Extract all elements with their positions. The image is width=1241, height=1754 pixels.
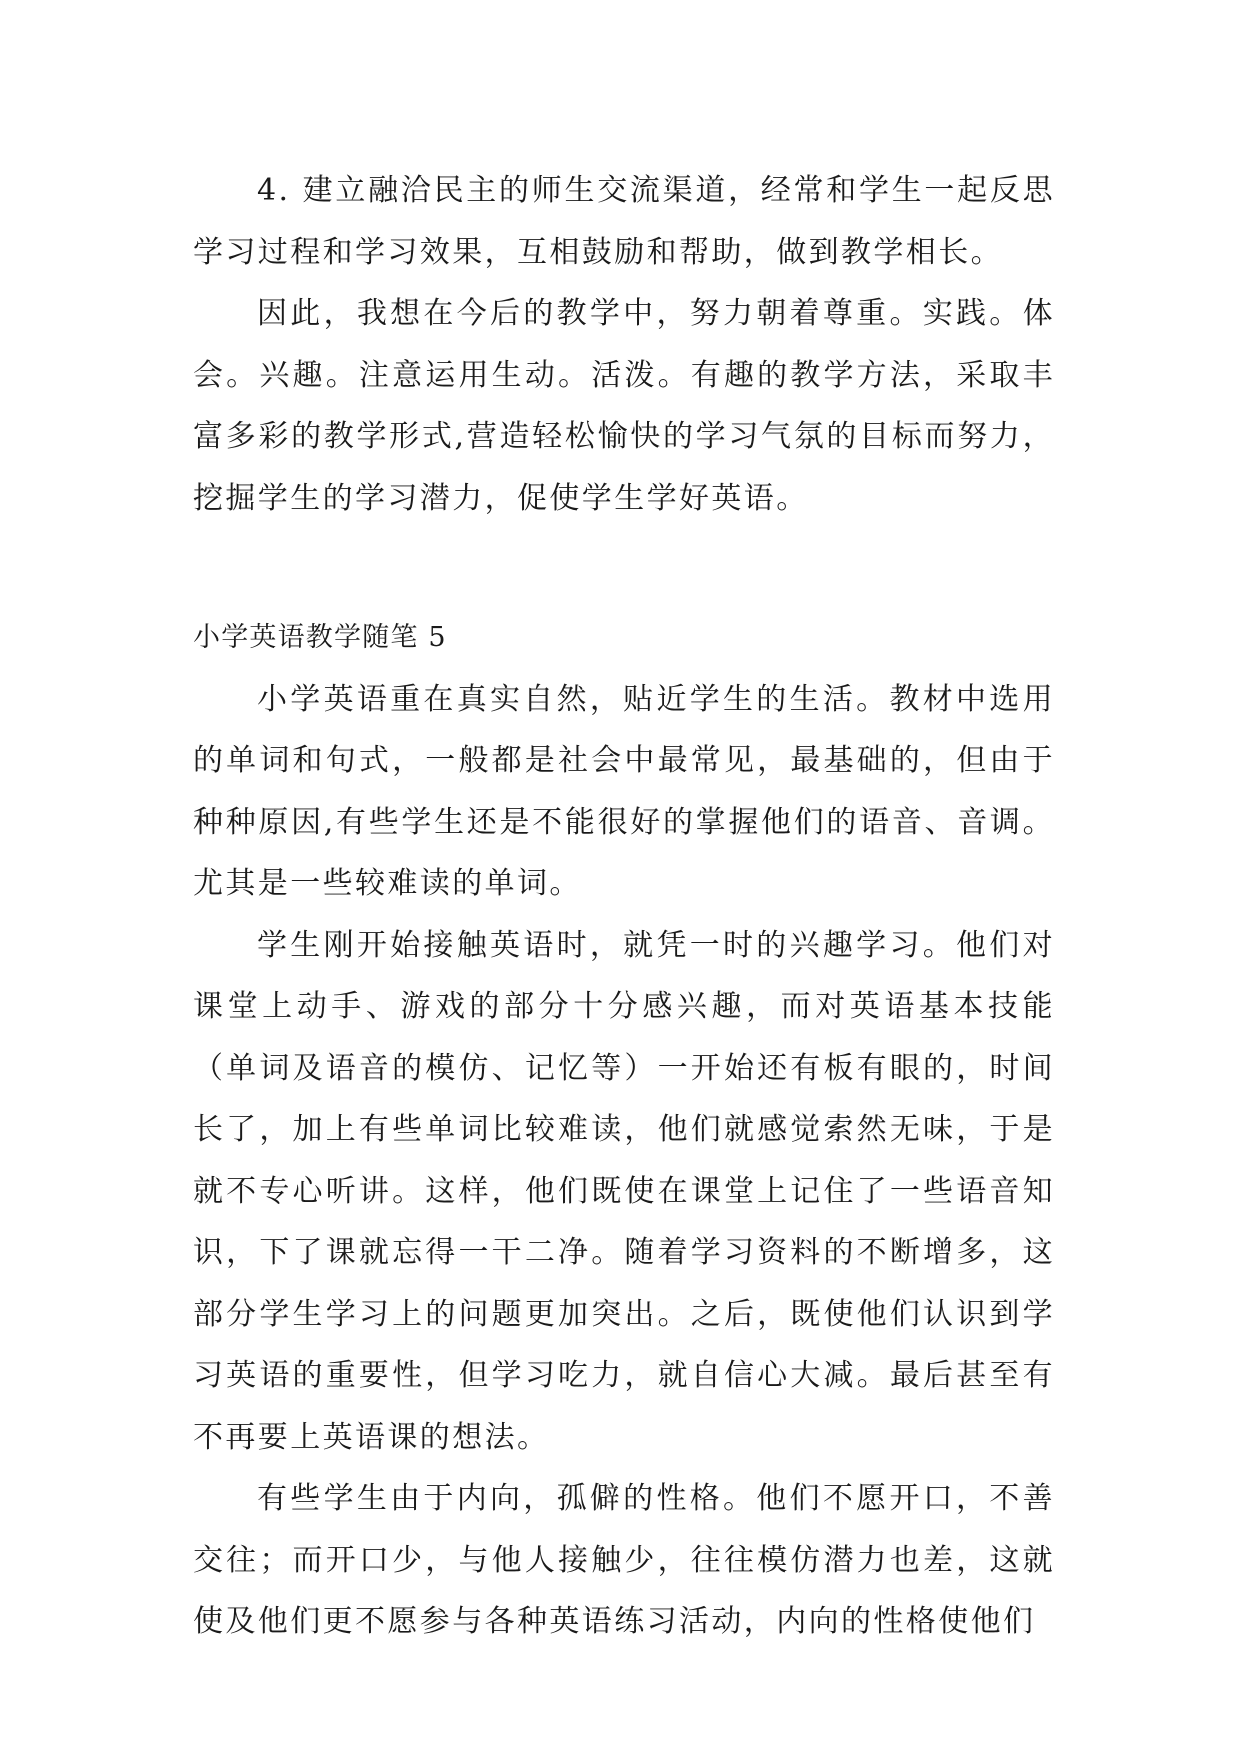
section-title: 小学英语教学随笔 5: [193, 622, 447, 653]
paragraph-conclusion: 因此，我想在今后的教学中，努力朝着尊重。实践。体会。兴趣。注意运用生动。活泼。有趣的教学方法，采取丰富多彩的教学形式,营造轻松愉快的学习气氛的目标而努力，挖掘学生的学习潜力，促使学生学好英语。: [193, 296, 1055, 516]
paragraph-point-4: 4. 建立融洽民主的师生交流渠道，经常和学生一起反思学习过程和学习效果，互相鼓励和帮助，做到教学相长。: [193, 173, 1055, 270]
paragraph-interest: 学生刚开始接触英语时，就凭一时的兴趣学习。他们对课堂上动手、游戏的部分十分感兴趣，而对英语基本技能（单词及语音的模仿、记忆等）一开始还有板有眼的，时间长了，加上有些单词比较难读，他们就感觉索然无味，于是就不专心听讲。这样，他们既使在课堂上记住了一些语音知识，下了课就忘得一干二净。随着学习资料的不断增多，这部分学生学习上的问题更加突出。之后，既使他们认识到学习英语的重要性，但学习吃力，就自信心大减。最后甚至有不再要上英语课的想法。: [193, 927, 1055, 1455]
paragraph-intro: 小学英语重在真实自然，贴近学生的生活。教材中选用的单词和句式，一般都是社会中最常见，最基础的，但由于种种原因,有些学生还是不能很好的掌握他们的语音、音调。尤其是一些较难读的单词。: [193, 681, 1055, 901]
paragraph-personality: 有些学生由于内向，孤僻的性格。他们不愿开口，不善交往；而开口少，与他人接触少，往往模仿潜力也差，这就使及他们更不愿参与各种英语练习活动，内向的性格使他们: [193, 1481, 1055, 1639]
document-body: [193, 160, 1055, 1653]
section-spacer: [193, 529, 1055, 607]
